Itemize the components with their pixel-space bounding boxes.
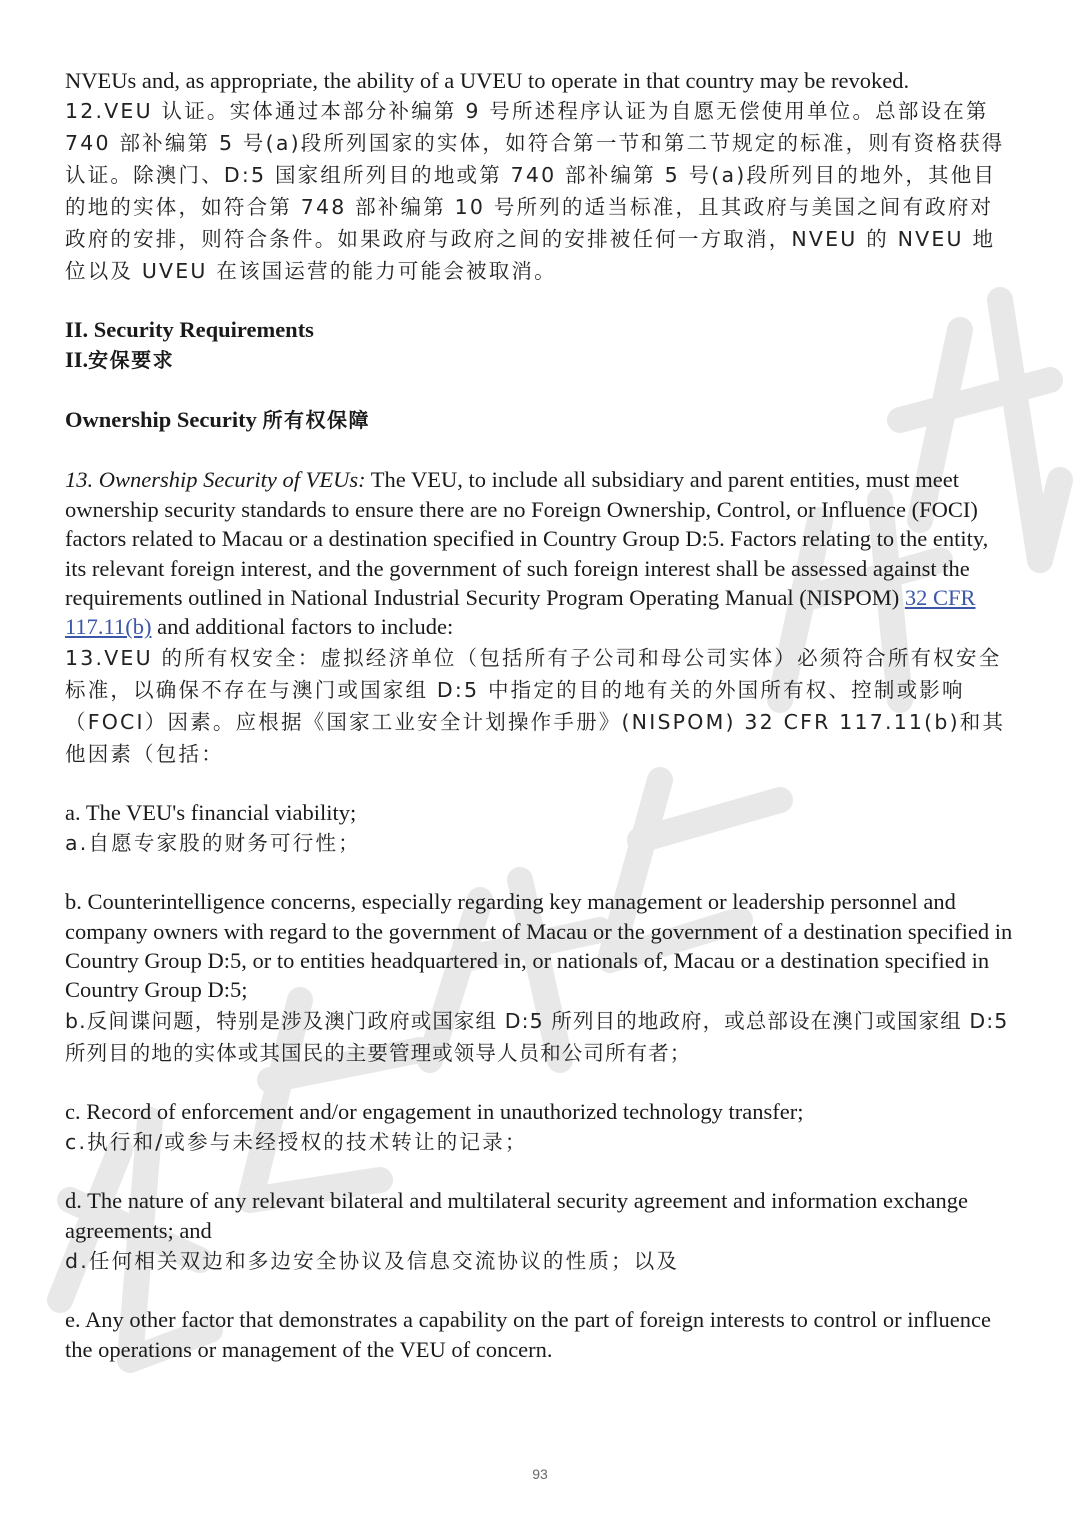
paragraph-13-zh: 13.VEU 的所有权安全：虚拟经济单位（包括所有子公司和母公司实体）必须符合所有权安全标准，以确保不存在与澳门或国家组 D:5 中指定的目的地有关的外国所有权、控制或影响（FOCI）因素。应根据《国家工业安全计划操作手册》(NISPOM) 32 CFR 117.11(b)和其他因素（包括： [65,645,1006,766]
item-a-zh: a.自愿专家股的财务可行性； [65,831,361,856]
paragraph-13-text-before-link: The VEU, to include all subsidiary and parent entities, must meet ownership security standards to ensure there are no Foreign Ownership, Control, or Influence (FOCI) factors related to Macau or a destination specified in Country Group D:5. Factors relating to the entity, its relevant foreign interest, and the government of such foreign interest shall be assessed against the requirements outlined in National Industrial Security Program Operating Manual (NISPOM) [65,467,989,611]
item-a-en: a. The VEU's financial viability; [65,799,357,825]
section-title-zh [65,345,1013,375]
intro-paragraph-end: NVEUs and, as appropriate, the ability of a UVEU to operate in that country may be revoked. [65,68,910,93]
paragraph-12-zh: 12.VEU 认证。实体通过本部分补编第 9 号所述程序认证为自愿无偿使用单位。总部设在第 740 部补编第 5 号(a)段所列国家的实体，如符合第一节和第二节规定的标准，则有资格获得认证。除澳门、D:5 国家组所列目的地或第 740 部补编第 5 号(a)段所列目的地外，其他目的地的实体，如符合第 748 部补编第 10 号所列的适当标准，且其政府与美国之间有政府对政府的安排，则符合条件。如果政府与政府之间的安排被任何一方取消，NVEU 的 NVEU 地位以及 UVEU 在该国运营的能力可能会被取消。 [65,99,1005,284]
paragraph-13-lead: 13. Ownership Security of VEUs: [65,467,366,493]
item-c-en: c. Record of enforcement and/or engagement in unauthorized technology transfer; [65,1098,804,1124]
subsection-title-zh: 所有权保障 [262,408,371,433]
page-number: 93 [532,1466,548,1482]
item-c-zh: c.执行和/或参与未经授权的技术转让的记录； [65,1130,528,1155]
item-b-en: b. Counterintelligence concerns, especially regarding key management or leadership personnel and company owners with regard to the government of Macau or the government of a destination specified in Country Group D:5, or to entities headquartered in, or nationals of, Macau or a destination specified in Country Group D:5; [65,889,1013,1003]
item-d-en: d. The nature of any relevant bilateral and multilateral security agreement and information exchange agreements; and [65,1188,968,1243]
cfr-117-11b-link[interactable]: 32 CFR 117.11(b) [65,585,976,640]
item-e-en: e. Any other factor that demonstrates a capability on the part of foreign interests to control or influence the operations or management of the VEU of concern. [65,1307,991,1362]
item-b-zh: b.反间谍问题，特别是涉及澳门政府或国家组 D:5 所列目的地政府，或总部设在澳门或国家组 D:5 所列目的地的实体或其国民的主要管理或领导人员和公司所有者； [65,1008,1009,1065]
page-content [65,66,1013,1364]
section-title-en: II. Security Requirements [65,317,314,343]
subsection-title [65,405,1013,435]
item-d-zh: d.任何相关双边和多边安全协议及信息交流协议的性质；以及 [65,1249,680,1274]
subsection-title-en: Ownership Security [65,407,257,433]
section-title-zh-text: 安保要求 [88,348,175,373]
paragraph-13-text-after-link: and additional factors to include: [151,614,454,640]
paragraph-13-en [65,465,1013,641]
section-title-zh-prefix: II. [65,347,89,373]
